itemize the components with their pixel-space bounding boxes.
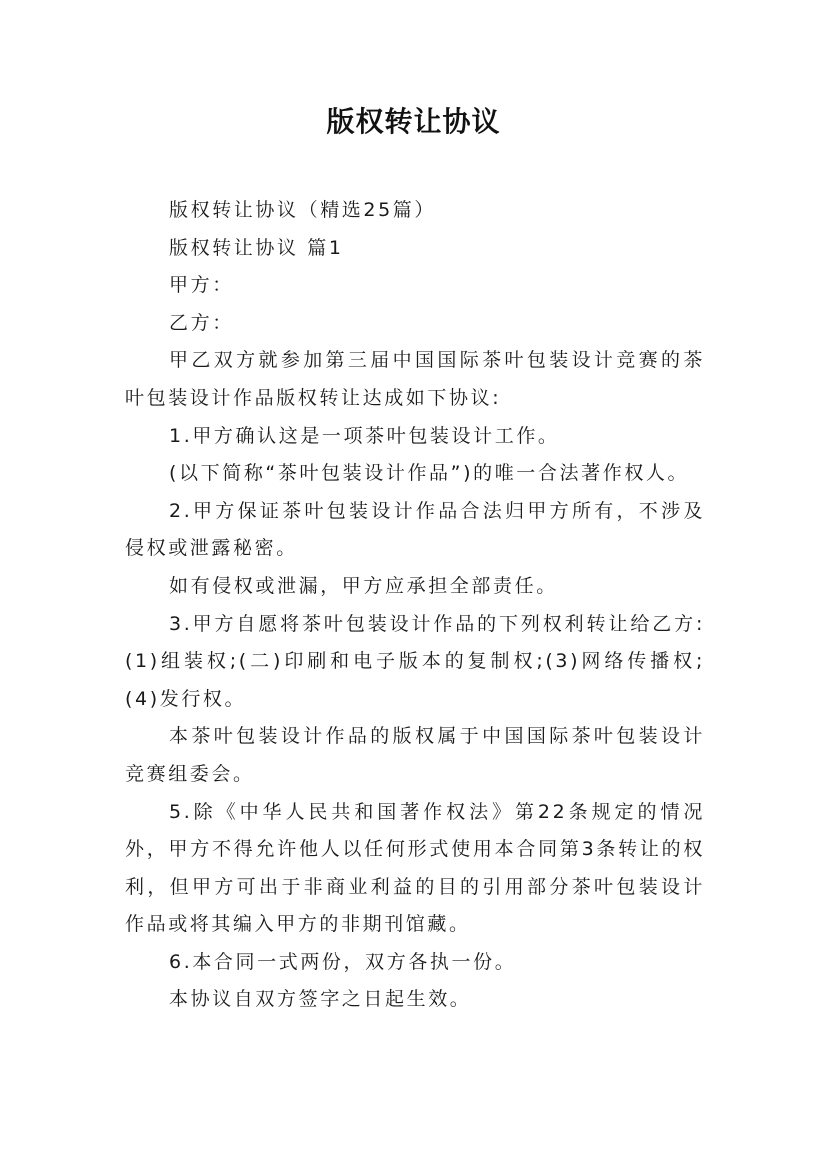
paragraph-clause-1: 1.甲方确认这是一项茶叶包装设计工作。 (169, 424, 560, 447)
paragraph-clause-1-note: (以下简称“茶叶包装设计作品”)的唯一合法著作权人。 (169, 462, 690, 485)
paragraph-section-heading: 版权转让协议 篇1 (169, 236, 344, 259)
paragraph-clause-5: 5.除《中华人民共和国著作权法》第22条规定的情况外，甲方不得允许他人以任何形式使用本合同第3条转让的权利，但甲方可出于非商业利益的目的引用部分茶叶包装设计作品或将其编入甲方的非期刊馆藏。 (125, 800, 705, 936)
paragraph-subtitle: 版权转让协议（精选25篇） (169, 199, 436, 221)
paragraph-clause-3: 3.甲方自愿将茶叶包装设计作品的下列权利转让给乙方:(1)组装权;(二)印刷和电子版本的复制权;(3)网络传播权;(4)发行权。 (125, 612, 705, 710)
paragraph-clause-4: 本茶叶包装设计作品的版权属于中国国际茶叶包装设计竞赛组委会。 (125, 725, 705, 785)
paragraph-preamble: 甲乙双方就参加第三届中国国际茶叶包装设计竞赛的茶叶包装设计作品版权转让达成如下协议: (125, 349, 705, 409)
paragraph-clause-2-note: 如有侵权或泄漏，甲方应承担全部责任。 (169, 574, 558, 597)
document-body (125, 192, 705, 1019)
paragraph-clause-6: 6.本合同一式两份，双方各执一份。 (169, 950, 517, 973)
paragraph-clause-2: 2.甲方保证茶叶包装设计作品合法归甲方所有，不涉及侵权或泄露秘密。 (125, 499, 705, 560)
document-title: 版权转让协议 (326, 105, 501, 138)
paragraph-party-b: 乙方： (169, 311, 234, 334)
paragraph-effective-date: 本协议自双方签字之日起生效。 (169, 988, 472, 1011)
paragraph-party-a: 甲方： (169, 274, 234, 297)
